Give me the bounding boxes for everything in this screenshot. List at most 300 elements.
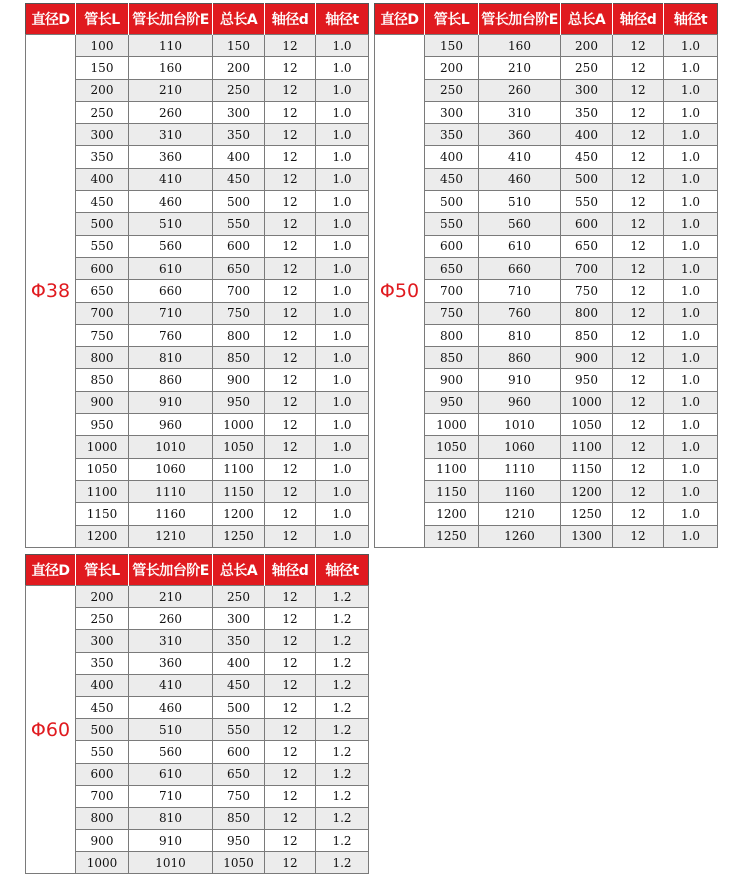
cell-tube-length: 1150 <box>76 503 129 525</box>
cell-shaft-diameter: 12 <box>265 852 316 874</box>
cell-shaft-diameter: 12 <box>265 369 316 391</box>
cell-total-length: 750 <box>213 785 265 807</box>
table-row <box>26 458 369 480</box>
cell-shaft-t: 1.0 <box>316 213 369 235</box>
table-row <box>26 146 369 168</box>
table-row <box>26 235 369 257</box>
cell-total-length: 650 <box>213 763 265 785</box>
header-row <box>26 4 369 35</box>
cell-shaft-t: 1.0 <box>664 503 718 525</box>
cell-shaft-t: 1.0 <box>316 503 369 525</box>
cell-shaft-t: 1.2 <box>316 630 369 652</box>
cell-shaft-t: 1.0 <box>316 235 369 257</box>
cell-total-length: 600 <box>213 741 265 763</box>
table-row <box>26 257 369 279</box>
spec-table-d38 <box>25 3 369 548</box>
cell-tube-length: 200 <box>425 57 479 79</box>
cell-tube-length: 400 <box>76 674 129 696</box>
cell-shaft-diameter: 12 <box>613 347 664 369</box>
cell-shaft-t: 1.0 <box>316 458 369 480</box>
cell-shaft-t: 1.2 <box>316 830 369 852</box>
table-row <box>375 79 718 101</box>
cell-tube-length: 800 <box>76 347 129 369</box>
cell-tube-length-step: 510 <box>129 719 213 741</box>
cell-shaft-diameter: 12 <box>265 741 316 763</box>
cell-shaft-diameter: 12 <box>613 302 664 324</box>
cell-tube-length-step: 310 <box>129 124 213 146</box>
cell-tube-length: 1050 <box>76 458 129 480</box>
cell-tube-length: 1200 <box>76 525 129 547</box>
cell-total-length: 700 <box>561 257 613 279</box>
cell-shaft-t: 1.0 <box>664 391 718 413</box>
diameter-label: Φ38 <box>26 35 76 548</box>
cell-shaft-t: 1.0 <box>316 369 369 391</box>
cell-shaft-t: 1.0 <box>664 436 718 458</box>
table-row <box>375 414 718 436</box>
cell-shaft-t: 1.0 <box>316 302 369 324</box>
cell-tube-length: 600 <box>425 235 479 257</box>
table-row <box>26 79 369 101</box>
cell-shaft-diameter: 12 <box>613 168 664 190</box>
cell-shaft-t: 1.0 <box>316 101 369 123</box>
cell-tube-length: 1250 <box>425 525 479 547</box>
cell-tube-length: 150 <box>425 35 479 57</box>
header-diameter: 直径D <box>26 4 76 35</box>
cell-total-length: 600 <box>561 213 613 235</box>
cell-shaft-diameter: 12 <box>613 257 664 279</box>
cell-tube-length: 400 <box>76 168 129 190</box>
cell-total-length: 850 <box>561 324 613 346</box>
cell-total-length: 350 <box>213 124 265 146</box>
cell-shaft-t: 1.0 <box>316 35 369 57</box>
cell-tube-length-step: 1060 <box>479 436 561 458</box>
cell-total-length: 450 <box>213 674 265 696</box>
cell-shaft-t: 1.0 <box>664 101 718 123</box>
cell-shaft-t: 1.0 <box>664 324 718 346</box>
cell-tube-length-step: 960 <box>479 391 561 413</box>
cell-shaft-t: 1.0 <box>664 35 718 57</box>
cell-tube-length: 550 <box>76 741 129 763</box>
cell-tube-length: 1100 <box>425 458 479 480</box>
cell-tube-length: 1000 <box>76 852 129 874</box>
cell-total-length: 1000 <box>561 391 613 413</box>
cell-total-length: 950 <box>213 830 265 852</box>
cell-shaft-diameter: 12 <box>265 630 316 652</box>
cell-total-length: 800 <box>561 302 613 324</box>
cell-shaft-diameter: 12 <box>613 191 664 213</box>
cell-tube-length: 400 <box>425 146 479 168</box>
cell-tube-length-step: 160 <box>129 57 213 79</box>
header-total-length: 总长A <box>213 4 265 35</box>
cell-total-length: 1200 <box>213 503 265 525</box>
cell-total-length: 650 <box>213 257 265 279</box>
cell-tube-length-step: 960 <box>129 414 213 436</box>
cell-tube-length-step: 1260 <box>479 525 561 547</box>
cell-tube-length: 500 <box>425 191 479 213</box>
cell-tube-length-step: 760 <box>479 302 561 324</box>
header-tube-length-step: 管长加台阶E <box>129 4 213 35</box>
cell-tube-length-step: 1210 <box>129 525 213 547</box>
cell-total-length: 500 <box>213 696 265 718</box>
cell-tube-length: 600 <box>76 763 129 785</box>
cell-shaft-diameter: 12 <box>265 168 316 190</box>
table-row <box>26 630 369 652</box>
cell-shaft-t: 1.0 <box>664 57 718 79</box>
table-row <box>26 302 369 324</box>
cell-tube-length-step: 210 <box>129 586 213 608</box>
cell-tube-length: 750 <box>425 302 479 324</box>
header-tube-length: 管长L <box>425 4 479 35</box>
cell-shaft-t: 1.2 <box>316 852 369 874</box>
cell-shaft-diameter: 12 <box>265 302 316 324</box>
table-row <box>375 324 718 346</box>
cell-shaft-t: 1.0 <box>664 79 718 101</box>
cell-shaft-t: 1.0 <box>316 436 369 458</box>
cell-tube-length-step: 360 <box>479 124 561 146</box>
cell-shaft-diameter: 12 <box>613 57 664 79</box>
table-row <box>375 257 718 279</box>
cell-shaft-t: 1.0 <box>316 391 369 413</box>
cell-shaft-diameter: 12 <box>613 235 664 257</box>
cell-tube-length-step: 1160 <box>479 480 561 502</box>
cell-tube-length: 300 <box>76 630 129 652</box>
header-shaft-diameter: 轴径d <box>265 555 316 586</box>
cell-tube-length-step: 260 <box>129 101 213 123</box>
cell-shaft-diameter: 12 <box>613 146 664 168</box>
cell-tube-length: 700 <box>76 302 129 324</box>
cell-shaft-t: 1.2 <box>316 741 369 763</box>
cell-shaft-diameter: 12 <box>613 480 664 502</box>
cell-tube-length-step: 710 <box>129 785 213 807</box>
cell-shaft-diameter: 12 <box>265 191 316 213</box>
cell-tube-length: 500 <box>76 719 129 741</box>
cell-shaft-diameter: 12 <box>613 369 664 391</box>
cell-total-length: 200 <box>213 57 265 79</box>
cell-total-length: 1050 <box>213 436 265 458</box>
cell-tube-length-step: 1110 <box>479 458 561 480</box>
table-row <box>375 101 718 123</box>
cell-shaft-t: 1.0 <box>664 525 718 547</box>
cell-shaft-diameter: 12 <box>613 324 664 346</box>
cell-tube-length-step: 560 <box>129 741 213 763</box>
cell-tube-length: 900 <box>76 830 129 852</box>
table-row <box>375 280 718 302</box>
table-row <box>26 503 369 525</box>
cell-shaft-t: 1.0 <box>664 347 718 369</box>
cell-shaft-diameter: 12 <box>265 124 316 146</box>
cell-shaft-t: 1.2 <box>316 785 369 807</box>
cell-shaft-diameter: 12 <box>613 79 664 101</box>
table-row <box>26 347 369 369</box>
table-row <box>375 235 718 257</box>
cell-shaft-t: 1.0 <box>664 257 718 279</box>
cell-tube-length: 450 <box>76 696 129 718</box>
table-row <box>26 719 369 741</box>
cell-shaft-t: 1.2 <box>316 719 369 741</box>
cell-tube-length-step: 910 <box>479 369 561 391</box>
cell-total-length: 200 <box>561 35 613 57</box>
cell-tube-length: 350 <box>425 124 479 146</box>
cell-total-length: 250 <box>213 586 265 608</box>
cell-shaft-diameter: 12 <box>613 101 664 123</box>
cell-tube-length-step: 1010 <box>479 414 561 436</box>
cell-shaft-diameter: 12 <box>613 213 664 235</box>
cell-tube-length-step: 260 <box>129 608 213 630</box>
cell-shaft-t: 1.2 <box>316 807 369 829</box>
cell-total-length: 250 <box>213 79 265 101</box>
cell-shaft-diameter: 12 <box>613 458 664 480</box>
cell-tube-length: 1000 <box>76 436 129 458</box>
table-row <box>375 347 718 369</box>
cell-shaft-diameter: 12 <box>265 525 316 547</box>
cell-shaft-t: 1.0 <box>664 302 718 324</box>
cell-tube-length-step: 710 <box>129 302 213 324</box>
header-shaft-t: 轴径t <box>316 555 369 586</box>
cell-shaft-diameter: 12 <box>265 608 316 630</box>
cell-shaft-t: 1.0 <box>316 280 369 302</box>
cell-tube-length-step: 660 <box>129 280 213 302</box>
cell-tube-length: 1200 <box>425 503 479 525</box>
cell-tube-length-step: 810 <box>479 324 561 346</box>
cell-total-length: 600 <box>213 235 265 257</box>
table-row <box>26 57 369 79</box>
cell-tube-length-step: 860 <box>479 347 561 369</box>
cell-shaft-diameter: 12 <box>265 503 316 525</box>
cell-tube-length-step: 860 <box>129 369 213 391</box>
cell-shaft-diameter: 12 <box>613 414 664 436</box>
cell-tube-length: 150 <box>76 57 129 79</box>
header-shaft-t: 轴径t <box>664 4 718 35</box>
cell-shaft-diameter: 12 <box>613 503 664 525</box>
cell-shaft-diameter: 12 <box>265 785 316 807</box>
cell-tube-length-step: 760 <box>129 324 213 346</box>
header-shaft-diameter: 轴径d <box>613 4 664 35</box>
cell-total-length: 1050 <box>561 414 613 436</box>
cell-total-length: 1000 <box>213 414 265 436</box>
cell-shaft-diameter: 12 <box>265 807 316 829</box>
table-row <box>375 57 718 79</box>
table-row <box>26 830 369 852</box>
table-row <box>26 168 369 190</box>
cell-tube-length-step: 1010 <box>129 852 213 874</box>
table-row <box>375 213 718 235</box>
cell-shaft-diameter: 12 <box>265 235 316 257</box>
cell-total-length: 850 <box>213 347 265 369</box>
cell-tube-length-step: 610 <box>129 257 213 279</box>
cell-shaft-diameter: 12 <box>613 391 664 413</box>
cell-tube-length-step: 410 <box>129 168 213 190</box>
cell-total-length: 950 <box>561 369 613 391</box>
cell-shaft-t: 1.2 <box>316 608 369 630</box>
header-total-length: 总长A <box>213 555 265 586</box>
cell-shaft-t: 1.0 <box>664 458 718 480</box>
cell-total-length: 500 <box>213 191 265 213</box>
header-tube-length: 管长L <box>76 555 129 586</box>
table-row <box>26 674 369 696</box>
cell-tube-length: 800 <box>76 807 129 829</box>
table-row <box>26 35 369 57</box>
cell-shaft-t: 1.0 <box>316 347 369 369</box>
cell-shaft-t: 1.0 <box>664 480 718 502</box>
header-tube-length: 管长L <box>76 4 129 35</box>
table-row <box>26 852 369 874</box>
cell-total-length: 400 <box>213 652 265 674</box>
table-row <box>375 436 718 458</box>
cell-tube-length-step: 910 <box>129 830 213 852</box>
cell-shaft-diameter: 12 <box>265 763 316 785</box>
cell-tube-length: 700 <box>425 280 479 302</box>
cell-shaft-diameter: 12 <box>265 391 316 413</box>
cell-shaft-t: 1.2 <box>316 586 369 608</box>
table-row <box>375 146 718 168</box>
cell-total-length: 300 <box>213 608 265 630</box>
cell-total-length: 700 <box>213 280 265 302</box>
cell-total-length: 1200 <box>561 480 613 502</box>
table-row <box>26 191 369 213</box>
cell-total-length: 1150 <box>213 480 265 502</box>
cell-tube-length-step: 610 <box>129 763 213 785</box>
cell-shaft-diameter: 12 <box>265 146 316 168</box>
table-row <box>26 414 369 436</box>
cell-tube-length: 450 <box>76 191 129 213</box>
cell-total-length: 550 <box>213 213 265 235</box>
cell-total-length: 800 <box>213 324 265 346</box>
cell-tube-length: 900 <box>425 369 479 391</box>
table-row <box>375 391 718 413</box>
cell-total-length: 650 <box>561 235 613 257</box>
cell-shaft-t: 1.0 <box>664 235 718 257</box>
cell-shaft-diameter: 12 <box>265 213 316 235</box>
cell-total-length: 1250 <box>561 503 613 525</box>
cell-tube-length-step: 660 <box>479 257 561 279</box>
cell-total-length: 1100 <box>561 436 613 458</box>
cell-shaft-t: 1.0 <box>316 57 369 79</box>
cell-total-length: 1250 <box>213 525 265 547</box>
cell-tube-length-step: 1160 <box>129 503 213 525</box>
spec-table-d60 <box>25 554 369 874</box>
cell-total-length: 150 <box>213 35 265 57</box>
cell-tube-length: 550 <box>425 213 479 235</box>
cell-tube-length: 650 <box>76 280 129 302</box>
cell-shaft-diameter: 12 <box>265 458 316 480</box>
cell-tube-length: 1100 <box>76 480 129 502</box>
cell-total-length: 950 <box>213 391 265 413</box>
cell-total-length: 900 <box>213 369 265 391</box>
cell-shaft-t: 1.2 <box>316 763 369 785</box>
cell-tube-length: 450 <box>425 168 479 190</box>
header-diameter: 直径D <box>375 4 425 35</box>
table-row <box>375 525 718 547</box>
cell-tube-length: 250 <box>76 101 129 123</box>
cell-shaft-t: 1.0 <box>664 280 718 302</box>
cell-tube-length-step: 310 <box>479 101 561 123</box>
cell-tube-length-step: 560 <box>129 235 213 257</box>
header-row <box>375 4 718 35</box>
cell-total-length: 1050 <box>213 852 265 874</box>
cell-tube-length-step: 260 <box>479 79 561 101</box>
cell-shaft-diameter: 12 <box>265 696 316 718</box>
cell-shaft-diameter: 12 <box>265 830 316 852</box>
cell-shaft-diameter: 12 <box>613 525 664 547</box>
cell-tube-length: 1050 <box>425 436 479 458</box>
table-row <box>26 696 369 718</box>
cell-total-length: 350 <box>213 630 265 652</box>
cell-tube-length-step: 160 <box>479 35 561 57</box>
table-row <box>375 35 718 57</box>
table-row <box>26 213 369 235</box>
cell-tube-length-step: 510 <box>129 213 213 235</box>
cell-tube-length: 950 <box>76 414 129 436</box>
cell-shaft-diameter: 12 <box>265 57 316 79</box>
cell-total-length: 750 <box>213 302 265 324</box>
cell-total-length: 850 <box>213 807 265 829</box>
cell-shaft-diameter: 12 <box>613 35 664 57</box>
cell-total-length: 1100 <box>213 458 265 480</box>
table-row <box>375 124 718 146</box>
cell-total-length: 300 <box>213 101 265 123</box>
table-row <box>26 124 369 146</box>
cell-shaft-diameter: 12 <box>265 586 316 608</box>
cell-shaft-diameter: 12 <box>265 674 316 696</box>
table-row <box>26 436 369 458</box>
cell-tube-length-step: 360 <box>129 146 213 168</box>
cell-total-length: 350 <box>561 101 613 123</box>
table-row <box>375 369 718 391</box>
cell-tube-length: 100 <box>76 35 129 57</box>
cell-tube-length-step: 1060 <box>129 458 213 480</box>
cell-tube-length-step: 810 <box>129 347 213 369</box>
table-row <box>26 785 369 807</box>
cell-tube-length: 600 <box>76 257 129 279</box>
cell-shaft-diameter: 12 <box>265 324 316 346</box>
header-shaft-t: 轴径t <box>316 4 369 35</box>
cell-tube-length: 900 <box>76 391 129 413</box>
cell-tube-length-step: 810 <box>129 807 213 829</box>
cell-shaft-t: 1.0 <box>316 480 369 502</box>
cell-tube-length: 650 <box>425 257 479 279</box>
cell-tube-length-step: 310 <box>129 630 213 652</box>
cell-tube-length-step: 710 <box>479 280 561 302</box>
table-row <box>26 480 369 502</box>
table-row <box>26 652 369 674</box>
header-tube-length-step: 管长加台阶E <box>129 555 213 586</box>
cell-shaft-diameter: 12 <box>265 79 316 101</box>
cell-total-length: 550 <box>213 719 265 741</box>
cell-total-length: 750 <box>561 280 613 302</box>
table-row <box>375 302 718 324</box>
cell-shaft-t: 1.0 <box>316 191 369 213</box>
cell-shaft-diameter: 12 <box>265 480 316 502</box>
diameter-label: Φ50 <box>375 35 425 548</box>
table-row <box>375 458 718 480</box>
cell-tube-length-step: 610 <box>479 235 561 257</box>
cell-tube-length: 850 <box>76 369 129 391</box>
cell-tube-length-step: 210 <box>479 57 561 79</box>
cell-total-length: 300 <box>561 79 613 101</box>
cell-tube-length-step: 1210 <box>479 503 561 525</box>
cell-tube-length: 500 <box>76 213 129 235</box>
table-row <box>26 807 369 829</box>
cell-shaft-t: 1.2 <box>316 696 369 718</box>
cell-tube-length: 850 <box>425 347 479 369</box>
cell-total-length: 1300 <box>561 525 613 547</box>
table-row <box>26 391 369 413</box>
cell-tube-length-step: 410 <box>129 674 213 696</box>
cell-shaft-diameter: 12 <box>265 347 316 369</box>
cell-shaft-t: 1.0 <box>316 324 369 346</box>
cell-shaft-t: 1.2 <box>316 652 369 674</box>
cell-shaft-t: 1.0 <box>664 146 718 168</box>
